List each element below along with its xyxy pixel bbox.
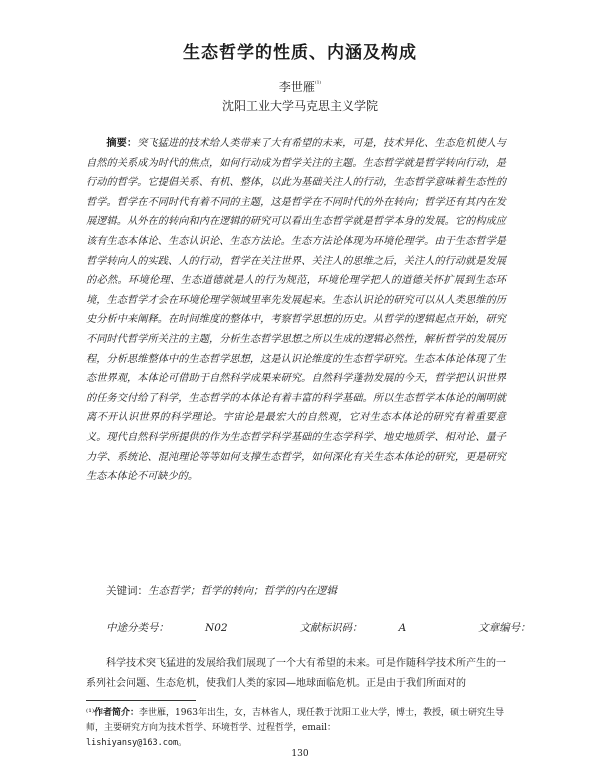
author-affiliation: 沈阳工业大学马克思主义学院: [221, 99, 378, 113]
footnote-text: 李世雁，1963年出生，女，吉林省人，现任教于沈阳工业大学，博士，教授，硕士研究生导师，主要研究方向为技术哲学、环境哲学、过程哲学，email：: [86, 708, 504, 733]
body-paragraph: 科学技术突飞猛进的发展给我们展现了一个大有希望的未来。可是作随科学技术所产生的一系列社会问题、生态危机，使我们人类的家园—地球面临危机。正是由于我们所面对的: [86, 658, 506, 689]
keywords: [106, 583, 337, 598]
footnote-divider: [86, 700, 196, 701]
article-number: 文章编号：: [478, 622, 531, 634]
author-footnote-mark: ⁽¹⁾: [314, 80, 322, 88]
keywords-label: 关键词：: [106, 585, 148, 597]
author-name: 李世雁: [278, 80, 315, 94]
keywords-text: 生态哲学；哲学的转向；哲学的内在逻辑: [148, 585, 337, 597]
clc-label: 中途分类号：: [106, 622, 169, 634]
abstract-label: 摘要：: [106, 137, 138, 149]
footnote-label: 作者简介：: [94, 708, 140, 718]
page-number: 130: [291, 749, 309, 759]
footnote-mark: ⁽¹⁾: [86, 708, 95, 718]
clc-value: N02: [205, 622, 228, 634]
clc-number: [106, 622, 264, 634]
author-footnote: [86, 706, 506, 751]
author-line: [0, 78, 600, 95]
abstract: [86, 134, 506, 487]
abstract-text: 突飞猛进的技术给人类带来了大有希望的未来，可是，技术异化、生态危机使人与自然的关系成为时代的焦点，如何行动成为哲学关注的主题。生态哲学就是哲学转向行动，是行动的哲学。它提倡关系、有机、整体，以此为基础关注人的行动，生态哲学意味着生态性的哲学。哲学在不同时代有着不同的主题，这是哲学在不同时代的外在转向；哲学还有其内在发展逻辑。从外在的转向和内在逻辑的研究可以看出生态哲学就是哲学本身的发展。它的构成应该有生态本体论、生态认识论、生态方法论。生态方法论体现为环境伦理学。由于生态哲学是哲学转向人的实践、人的行动，哲学在关注世界、关注人的思维之后，关注人的行动就是发展的必然。环境伦理、生态道德就是人的行为规范，环境伦理学把人的道德关怀扩展到生态环境，生态哲学才会在环境伦理学领域里率先发展起来。生态认识论的研究可以从人类思维的历史分析中来阐释。在时间维度的整体中，考察哲学思想的历史。从哲学的逻辑起点开始，研究不同时代哲学所关注的主题，分析生态哲学思想之所以生成的逻辑必然性，解析哲学的发展历程，分析思维整体中的生态哲学思想，这是认识论维度的生态哲学研究。生态本体论体现了生态世界观，本体论可借助于自然科学成果来研究。自然科学蓬勃发展的今天，哲学把认识世界的任务交付给了科学，生态哲学的本体论有着丰富的科学基础。所以生态哲学本体论的阐明就离不开认识世界的科学理论。宇宙论是最宏大的自然观，它对生态本体论的研究有着重要意义。现代自然科学所提供的作为生态哲学科学基础的生态学科学、地史地质学、相对论、量子力学、系统论、混沌理论等等如何支撑生态哲学，如何深化有关生态本体论的研究，更是研究生态本体论不可缺少的。: [86, 138, 507, 483]
doc-label: 文献标识码：: [299, 622, 363, 634]
author-email: lishiyansy@163.com。: [86, 738, 187, 748]
doc-value: A: [398, 622, 407, 634]
document-code: [300, 622, 443, 634]
paper-title: 生态哲学的性质、内涵及构成: [183, 43, 417, 63]
classification-line: [106, 620, 567, 635]
